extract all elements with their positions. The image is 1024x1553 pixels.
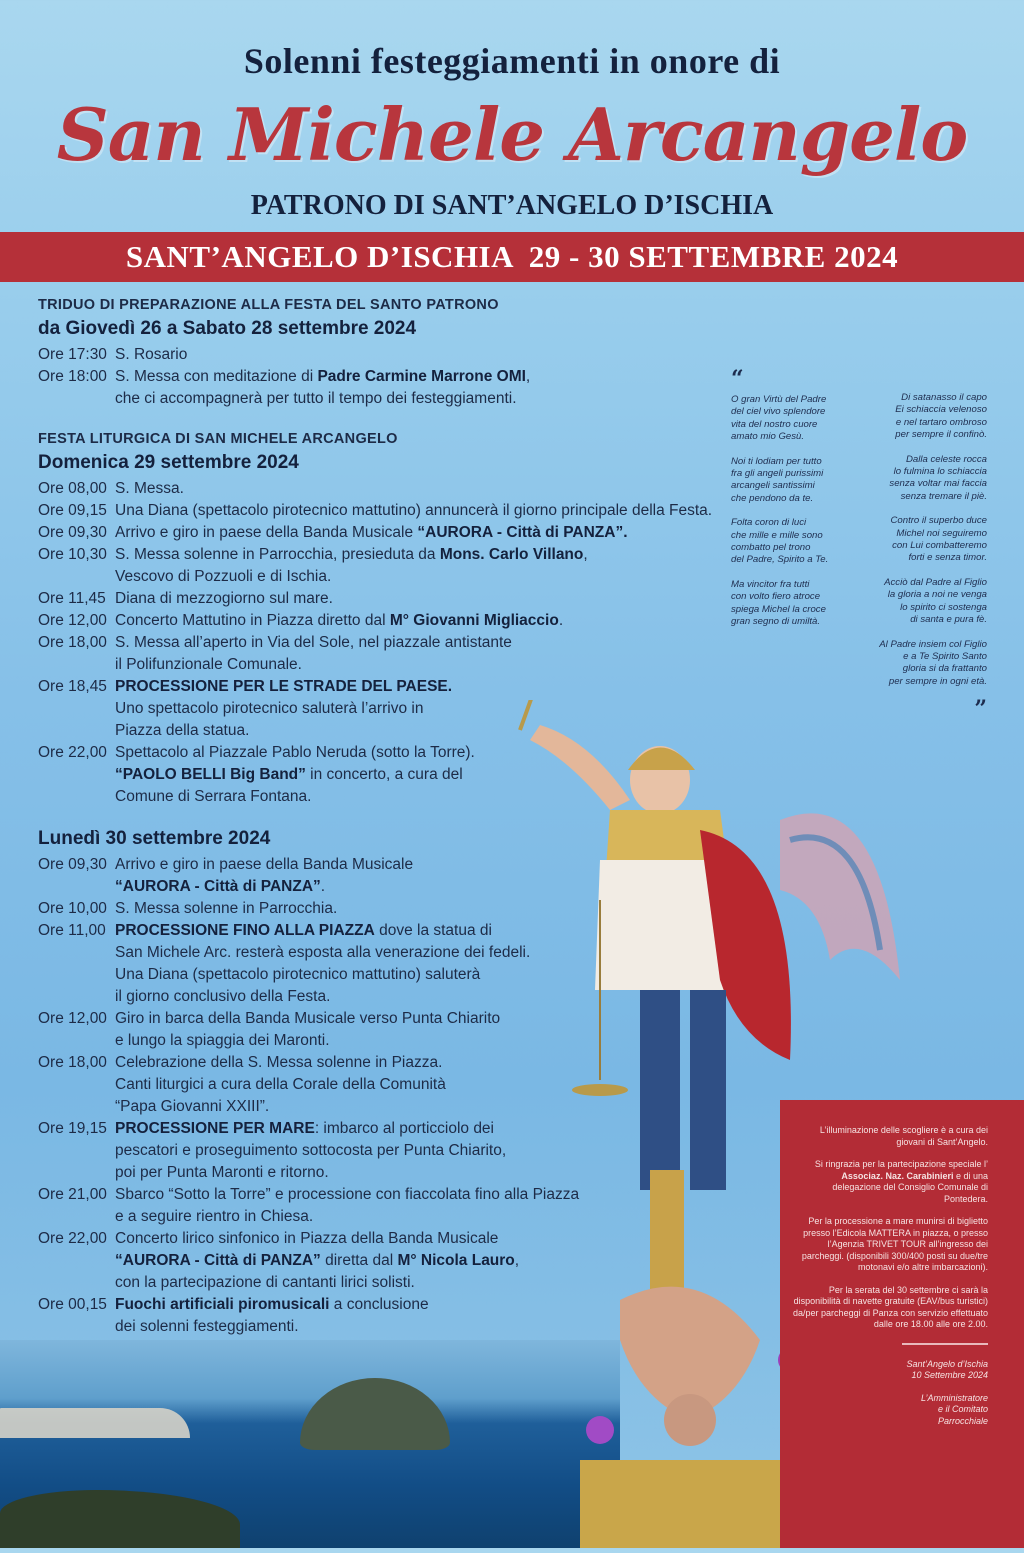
close-quote-icon: ” [974, 696, 987, 723]
note-shuttle: Per la serata del 30 settembre ci sarà la disponibilità di navette gratuite (EAV/bus turistici) da/per parcheggi di Panza con servizio effettuato dalle ore 18.00 alle ore 2.00. [793, 1284, 988, 1329]
event-row: Ore 12,00 Concerto Mattutino in Piazza diretto dal M° Giovanni Migliaccio. [38, 612, 564, 629]
banner-text: SANT’ANGELO D’ISCHIA 29 - 30 SETTEMBRE 2024 [125, 239, 899, 274]
note-boat-tickets: Per la processione a mare munirsi di biglietto presso l’Edicola MATTERA in piazza, o presso l’Agenzia TRIVET TOUR all’ingresso dei parcheggi. (disponibili 300/400 posti su due/tre motonavi e/o altre imbarcazioni). [801, 1216, 988, 1272]
event-row: Ore 08,00 S. Messa. [38, 480, 184, 497]
event-row: Ore 00,15 Fuochi artificiali piromusicali a conclusione dei solenni festeggiamenti. [38, 1296, 429, 1335]
subtitle: PATRONO DI SANT’ANGELO D’ISCHIA [250, 190, 774, 221]
event-row: Ore 11,45 Diana di mezzogiorno sul mare. [38, 590, 333, 607]
hymn-stanza: Dalla celeste rocca lo fulmina lo schiaccia senza voltar mai faccia senza tremare il piè. [889, 453, 987, 502]
town-image [0, 1408, 190, 1438]
event-row: Ore 18:00 S. Messa con meditazione di Padre Carmine Marrone OMI, che ci accompagnerà per tutto il tempo dei festeggiamenti. [38, 368, 531, 407]
event-row: Ore 18,00 Celebrazione della S. Messa solenne in Piazza. Canti liturgici a cura della Corale della Comunità “Papa Giovanni XXIII”. [38, 1054, 446, 1115]
program-schedule [38, 294, 718, 1338]
event-row: Ore 19,15 PROCESSIONE PER MARE: imbarco al porticciolo dei pescatori e proseguimento sottocosta per Punta Chiarito, poi per Punta Maronti e ritorno. [38, 1120, 507, 1181]
hymn-stanza: Acciò dal Padre al Figlio la gloria a noi ne venga lo spirito ci sostenga di santa e pura fè. [884, 576, 987, 626]
hymn-right-column [845, 392, 987, 723]
hymn-stanza: Ma vincitor fra tutti con volto fiero atroce spiega Michel la croce gran segno di umiltà. [731, 578, 826, 628]
note-thanks: Si ringrazia per la partecipazione speciale l’ Associaz. Naz. Carabinieri e di una delegazione del Consiglio Comunale di Pontedera. [814, 1159, 988, 1204]
section-date: Domenica 29 settembre 2024 [38, 452, 299, 473]
section-date: da Giovedì 26 a Sabato 28 settembre 2024 [38, 318, 417, 339]
event-row: Ore 10,00 S. Messa solenne in Parrocchia. [38, 900, 338, 917]
event-row: Ore 22,00 Concerto lirico sinfonico in Piazza della Banda Musicale “AURORA - Città di PANZA” diretta dal M° Nicola Lauro, con la partecipazione di cantanti lirici solisti. [38, 1230, 520, 1291]
section-label: TRIDUO DI PREPARAZIONE ALLA FESTA DEL SANTO PATRONO [38, 297, 499, 313]
event-row: Ore 09,30 Arrivo e giro in paese della Banda Musicale “AURORA - Città di PANZA”. [38, 856, 414, 895]
notes-text [792, 1125, 988, 1438]
event-row: Ore 18,00 S. Messa all’aperto in Via del Sole, nel piazzale antistante il Polifunzionale Comunale. [38, 634, 512, 673]
event-row: Ore 09,15 Una Diana (spettacolo pirotecnico mattutino) annuncerà il giorno principale della Festa. [38, 502, 713, 519]
hymn-stanza: Al Padre insiem col Figlio e a Te Spirito Santo gloria si da frattanto per sempre in ogni età. [879, 638, 987, 687]
event-row: Ore 17:30 S. Rosario [38, 346, 188, 363]
event-row: Ore 22,00 Spettacolo al Piazzale Pablo Neruda (sotto la Torre). “PAOLO BELLI Big Band” in concerto, a cura del Comune di Serrara Fontana. [38, 744, 475, 805]
event-row: Ore 09,30 Arrivo e giro in paese della Banda Musicale “AURORA - Città di PANZA”. [38, 524, 628, 541]
place-date: Sant’Angelo d’Ischia 10 Settembre 2024 [906, 1358, 988, 1380]
event-row: Ore 12,00 Giro in barca della Banda Musicale verso Punta Chiarito e lungo la spiaggia dei Maronti. [38, 1010, 501, 1049]
hymn-stanza: Folta coron di luci che mille e mille sono combatto pel trono del Padre, Spirito a Te. [731, 517, 829, 566]
date-banner [0, 232, 1024, 282]
hymn-stanza: O gran Virtù del Padre del ciel vivo splendore vita del nostro cuore amato mio Gesù. [731, 394, 827, 443]
event-row: Ore 18,45 PROCESSIONE PER LE STRADE DEL PAESE. Uno spettacolo pirotecnico saluterà l’arrivo in Piazza della statua. [38, 678, 453, 739]
event-row: Ore 21,00 Sbarco “Sotto la Torre” e processione con fiaccolata fino alla Piazza e a seguire rientro in Chiesa. [38, 1186, 580, 1225]
event-row: Ore 10,30 S. Messa solenne in Parrocchia, presieduta da Mons. Carlo Villano, Vescovo di Pozzuoli e di Ischia. [38, 546, 588, 585]
heading-top-line: Solenni festeggiamenti in onore di [243, 41, 781, 81]
hymn-stanza: Noi ti lodiam per tutto fra gli angeli purissimi arcangeli santissimi che pendono da te. [731, 455, 824, 504]
section-label: FESTA LITURGICA DI SAN MICHELE ARCANGELO [38, 431, 398, 447]
section-date: Lunedì 30 settembre 2024 [38, 828, 271, 849]
divider [902, 1343, 988, 1345]
hymn-stanza: Di satanasso il capo Ei schiaccia velenoso e nel tartaro ombroso per sempre il confinò. [895, 392, 987, 441]
signature: L’Amministratore e il Comitato Parrocchiale [920, 1392, 988, 1426]
hymn-stanza: Contro il superbo duce Michel noi seguiremo con Lui combatteremo forti e senza timor. [890, 515, 987, 564]
event-row: Ore 11,00 PROCESSIONE FINO ALLA PIAZZA dove la statua di San Michele Arc. resterà esposta alla venerazione dei fedeli. Una Diana (spettacolo pirotecnico mattutino) saluterà il giorno conclusivo della Festa. [38, 922, 531, 1005]
open-quote-icon: “ [731, 366, 744, 392]
page-title: San Michele Arcangelo [56, 92, 968, 177]
note-illumination: L’illuminazione delle scogliere è a cura dei giovani di Sant’Angelo. [819, 1125, 988, 1147]
